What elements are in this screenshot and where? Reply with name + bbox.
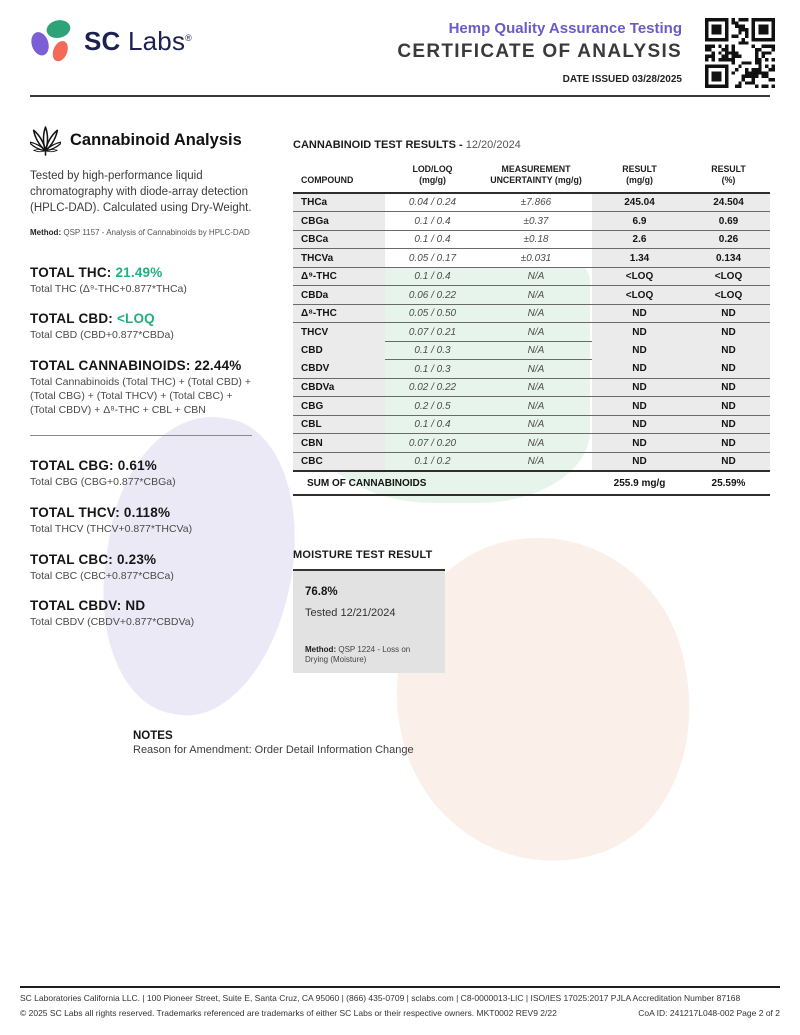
- table-cell: 0.1 / 0.4: [385, 415, 480, 434]
- footer-legal-row: [20, 1008, 780, 1018]
- section-header: [30, 124, 277, 157]
- total-item: [30, 265, 277, 297]
- total-label: TOTAL CBG: 0.61%: [30, 457, 157, 473]
- total-value: 0.118%: [123, 504, 171, 520]
- method-value: QSP 1157 - Analysis of Cannabinoids by HPLC-DAD: [63, 227, 250, 237]
- sum-result-pct: 25.59%: [687, 471, 770, 495]
- table-cell: Δ⁹-THC: [293, 267, 385, 286]
- table-cell: CBGa: [293, 212, 385, 231]
- table-cell: 0.07 / 0.21: [385, 323, 480, 342]
- totals-primary-list: [30, 265, 277, 418]
- table-cell: 0.134: [687, 249, 770, 268]
- table-row: [293, 434, 770, 453]
- table-cell: ND: [687, 415, 770, 434]
- column-header: RESULT (mg/g): [592, 161, 687, 193]
- results-title-text: CANNABINOID TEST RESULTS -: [293, 139, 463, 151]
- table-cell: 6.9: [592, 212, 687, 231]
- table-row: [293, 230, 770, 249]
- total-formula: Total CBG (CBG+0.877*CBGa): [30, 475, 176, 488]
- left-column-divider: [30, 435, 252, 436]
- table-cell: N/A: [480, 267, 592, 286]
- table-cell: <LOQ: [592, 286, 687, 305]
- page-footer: [20, 986, 780, 1018]
- table-row: [293, 286, 770, 305]
- date-issued: DATE ISSUED 03/28/2025: [562, 74, 682, 85]
- table-cell: 0.1 / 0.4: [385, 230, 480, 249]
- sum-row: [293, 471, 770, 495]
- table-cell: N/A: [480, 286, 592, 305]
- total-label: TOTAL CBDV: ND: [30, 598, 146, 614]
- table-cell: N/A: [480, 323, 592, 342]
- footer-copyright: © 2025 SC Labs all rights reserved. Trademarks referenced are trademarks of either SC Labs or their respective owners. MKT0002 REV9 2/22: [20, 1008, 557, 1018]
- table-row: [293, 397, 770, 416]
- sc-labs-petals-icon: [28, 18, 76, 64]
- table-row: [293, 193, 770, 212]
- table-cell: N/A: [480, 304, 592, 323]
- total-value: 21.49%: [115, 264, 163, 280]
- total-item: [30, 505, 277, 537]
- table-cell: 2.6: [592, 230, 687, 249]
- table-cell: CBN: [293, 434, 385, 453]
- cannabinoid-analysis-panel: [30, 124, 277, 645]
- table-cell: N/A: [480, 434, 592, 453]
- table-row: [293, 452, 770, 471]
- table-cell: ND: [592, 415, 687, 434]
- table-cell: 0.04 / 0.24: [385, 193, 480, 212]
- table-cell: N/A: [480, 415, 592, 434]
- table-row: [293, 249, 770, 268]
- total-formula: Total CBD (CBD+0.877*CBDa): [30, 329, 174, 342]
- table-row: [293, 304, 770, 323]
- table-row: [293, 323, 770, 342]
- results-title: [293, 139, 770, 151]
- total-formula: Total CBDV (CBDV+0.877*CBDVa): [30, 616, 195, 629]
- table-cell: ND: [687, 434, 770, 453]
- column-header: MEASUREMENT UNCERTAINTY (mg/g): [480, 161, 592, 193]
- moisture-heading: MOISTURE TEST RESULT: [293, 549, 433, 561]
- table-cell: ND: [687, 323, 770, 342]
- table-cell: Δ⁸-THC: [293, 304, 385, 323]
- table-cell: 245.04: [592, 193, 687, 212]
- table-cell: 0.02 / 0.22: [385, 378, 480, 397]
- table-cell: CBDVa: [293, 378, 385, 397]
- total-label: TOTAL THCV: 0.118%: [30, 504, 171, 520]
- header-divider: [30, 95, 770, 97]
- table-cell: ND: [687, 304, 770, 323]
- table-cell: ND: [687, 378, 770, 397]
- table-cell: ±0.37: [480, 212, 592, 231]
- table-cell: <LOQ: [687, 286, 770, 305]
- analysis-method: [30, 228, 277, 237]
- table-cell: ND: [592, 323, 687, 342]
- table-cell: CBDV: [293, 360, 385, 379]
- table-cell: ND: [592, 397, 687, 416]
- total-value: 22.44%: [194, 358, 242, 374]
- results-table-header: [293, 161, 770, 193]
- total-value: ND: [125, 598, 146, 614]
- table-cell: ND: [592, 304, 687, 323]
- table-cell: THCa: [293, 193, 385, 212]
- table-cell: 0.1 / 0.2: [385, 452, 480, 471]
- table-cell: 0.69: [687, 212, 770, 231]
- moisture-value: 76.8%: [305, 586, 338, 598]
- table-cell: ±0.18: [480, 230, 592, 249]
- total-label: TOTAL CANNABINOIDS: 22.44%: [30, 358, 242, 374]
- table-cell: <LOQ: [687, 267, 770, 286]
- totals-secondary-list: [30, 458, 277, 630]
- total-value: <LOQ: [116, 311, 155, 327]
- total-value: 0.61%: [117, 457, 157, 473]
- table-cell: ND: [592, 452, 687, 471]
- cannabis-leaf-icon: [30, 124, 61, 157]
- table-cell: ND: [592, 378, 687, 397]
- cannabinoid-results-section: [293, 139, 770, 496]
- brand-wordmark: [84, 26, 192, 57]
- table-cell: 0.05 / 0.50: [385, 304, 480, 323]
- table-cell: ND: [687, 341, 770, 360]
- section-title: Cannabinoid Analysis: [70, 131, 242, 149]
- column-header: LOD/LOQ (mg/g): [385, 161, 480, 193]
- table-cell: 0.1 / 0.4: [385, 267, 480, 286]
- table-cell: <LOQ: [592, 267, 687, 286]
- sc-labs-logo: [28, 18, 192, 64]
- table-cell: 0.1 / 0.3: [385, 341, 480, 360]
- table-row: [293, 415, 770, 434]
- table-cell: CBC: [293, 452, 385, 471]
- notes-section: [133, 730, 414, 756]
- moisture-method: [305, 645, 433, 666]
- moisture-method-value: QSP 1224 - Loss on Drying (Moisture): [305, 645, 411, 665]
- table-cell: CBCa: [293, 230, 385, 249]
- total-label: TOTAL CBD: <LOQ: [30, 311, 155, 327]
- table-cell: 0.07 / 0.20: [385, 434, 480, 453]
- notes-body: Reason for Amendment: Order Detail Information Change: [133, 744, 414, 756]
- table-cell: ND: [592, 434, 687, 453]
- total-value: 0.23%: [116, 551, 157, 567]
- total-formula: Total Cannabinoids (Total THC) + (Total CBD) + (Total CBG) + (Total THCV) + (Total CBC) + (Total CBDV) + Δ⁸-THC + CBL + CBN: [30, 376, 251, 417]
- table-cell: CBG: [293, 397, 385, 416]
- table-cell: N/A: [480, 341, 592, 360]
- table-row: [293, 267, 770, 286]
- moisture-method-label: Method:: [305, 645, 337, 654]
- footer-lab-info: SC Laboratories California LLC. | 100 Pioneer Street, Suite E, Santa Cruz, CA 95060 | (866) 435-0709 | sclabs.com | C8-0000013-LIC | ISO/IES 17025:2017 PJLA Accreditation Number 87168: [20, 993, 741, 1003]
- total-formula: Total THCV (THCV+0.877*THCVa): [30, 522, 193, 535]
- results-title-date: 12/20/2024: [465, 139, 521, 151]
- table-cell: 0.1 / 0.3: [385, 360, 480, 379]
- cannabinoid-results-table: [293, 161, 770, 496]
- table-cell: CBD: [293, 341, 385, 360]
- sum-result-mg: 255.9 mg/g: [592, 471, 687, 495]
- table-cell: CBDa: [293, 286, 385, 305]
- table-cell: N/A: [480, 360, 592, 379]
- total-item: [30, 311, 277, 343]
- brand-rest: Labs: [127, 25, 186, 56]
- table-cell: N/A: [480, 378, 592, 397]
- analysis-description: Tested by high-performance liquid chromatography with diode-array detection (HPLC-DAD). Calculated using Dry-Weight.: [30, 170, 252, 214]
- moisture-tested-date: Tested 12/21/2024: [305, 607, 396, 619]
- program-name: Hemp Quality Assurance Testing: [448, 20, 682, 37]
- table-cell: ND: [687, 360, 770, 379]
- total-item: [30, 598, 277, 630]
- total-formula: Total THC (Δ⁹-THC+0.877*THCa): [30, 282, 187, 295]
- sum-label: SUM OF CANNABINOIDS: [293, 471, 592, 495]
- table-cell: N/A: [480, 452, 592, 471]
- table-row: [293, 360, 770, 379]
- table-cell: 0.06 / 0.22: [385, 286, 480, 305]
- table-cell: 0.2 / 0.5: [385, 397, 480, 416]
- results-table-body: [293, 193, 770, 472]
- notes-heading: NOTES: [133, 730, 173, 742]
- table-cell: ±7.866: [480, 193, 592, 212]
- moisture-result-box: [293, 571, 445, 673]
- table-cell: 0.1 / 0.4: [385, 212, 480, 231]
- total-item: [30, 552, 277, 584]
- table-cell: ND: [592, 360, 687, 379]
- table-cell: 0.05 / 0.17: [385, 249, 480, 268]
- column-header: COMPOUND: [293, 161, 385, 193]
- table-cell: ND: [592, 341, 687, 360]
- table-cell: ±0.031: [480, 249, 592, 268]
- table-cell: THCVa: [293, 249, 385, 268]
- total-label: TOTAL THC: 21.49%: [30, 264, 163, 280]
- method-label: Method:: [30, 227, 62, 237]
- footer-divider: [20, 986, 780, 988]
- table-cell: ND: [687, 452, 770, 471]
- table-row: [293, 212, 770, 231]
- qr-code: [705, 18, 775, 88]
- registered-mark: ®: [185, 32, 192, 43]
- table-cell: 0.26: [687, 230, 770, 249]
- header-right-block: [397, 20, 682, 85]
- brand-bold: SC: [84, 25, 121, 56]
- document-title: CERTIFICATE OF ANALYSIS: [397, 41, 682, 62]
- header-row: [293, 161, 770, 193]
- table-row: [293, 378, 770, 397]
- footer-coa-id: CoA ID: 241217L048-002 Page 2 of 2: [638, 1008, 780, 1018]
- table-cell: THCV: [293, 323, 385, 342]
- total-item: [30, 358, 277, 418]
- table-cell: CBL: [293, 415, 385, 434]
- results-table-footer: [293, 471, 770, 495]
- total-formula: Total CBC (CBC+0.877*CBCa): [30, 569, 174, 582]
- table-cell: 24.504: [687, 193, 770, 212]
- table-cell: 1.34: [592, 249, 687, 268]
- total-item: [30, 458, 277, 490]
- moisture-section: [293, 549, 445, 673]
- column-header: RESULT (%): [687, 161, 770, 193]
- table-cell: ND: [687, 397, 770, 416]
- table-row: [293, 341, 770, 360]
- total-label: TOTAL CBC: 0.23%: [30, 551, 157, 567]
- table-cell: N/A: [480, 397, 592, 416]
